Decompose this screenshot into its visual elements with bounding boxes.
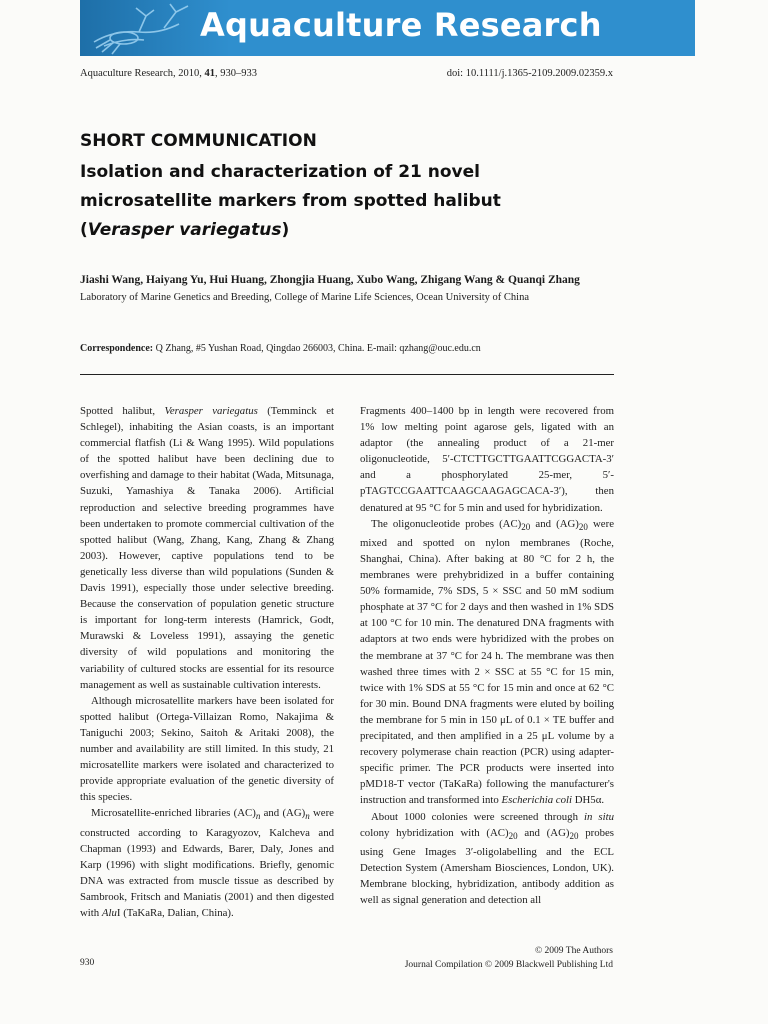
doi[interactable]: doi: 10.1111/j.1365-2109.2009.02359.x xyxy=(446,68,613,79)
paragraph: About 1000 colonies were screened through in situ colony hybridization with $(AC)_{20}$ and $(AG)_{20}$ probes using Gene Images 3′-oligolabelling and the ECL Detection System (Amersham Biosciences, London, UK). Membrane blocking, hybridization, antibody addition as well as signal generation and detection all xyxy=(360,810,615,907)
affiliation: Laboratory of Marine Genetics and Breeding, College of Marine Life Sciences, Ocean University of China xyxy=(80,292,530,303)
correspondence xyxy=(80,343,700,354)
article-title xyxy=(80,158,640,245)
divider xyxy=(80,374,614,375)
journal-banner xyxy=(80,0,695,56)
title-line: (Verasper variegatus) xyxy=(80,220,290,240)
section-label: SHORT COMMUNICATION xyxy=(80,131,317,151)
author-list: Jiashi Wang, Haiyang Yu, Hui Huang, Zhongjia Huang, Xubo Wang, Zhigang Wang & Quanqi Zhang xyxy=(80,274,580,286)
title-line: microsatellite markers from spotted halibut xyxy=(80,191,501,211)
right-column xyxy=(360,403,614,908)
copyright-authors: © 2009 The Authors xyxy=(534,946,613,956)
correspondence-label: Correspondence: xyxy=(80,343,154,354)
correspondence-text: Q Zhang, #5 Yushan Road, Qingdao 266003, China. E-mail: qzhang@ouc.edu.cn xyxy=(155,343,481,354)
journal-compilation: Journal Compilation © 2009 Blackwell Publishing Ltd xyxy=(404,960,613,970)
journal-title: Aquaculture Research xyxy=(200,6,602,44)
copyright-footer xyxy=(405,944,613,972)
paragraph: Fragments 400–1400 bp in length were recovered from 1% low melting point agarose gels, ligated with an adaptor (the annealing product of a 21-mer oligonucleotide, 5′-CTCTTGCTTGAATTCGGACTA-3′ and a phosphorylated 25-mer, 5′-pTAGTCCGAATTCAAGCAAGAGCACA-3′), then denatured at 95 °C for 5 min and used for hybridization. xyxy=(360,405,614,514)
paragraph: Microsatellite-enriched libraries $(AC)_n$ and $(AG)_n$ were constructed according to Karagyozov, Kalcheva and Chapman (1993) and Edwards, Barer, Daly, Jones and Karp (1996) with slight modifications. Briefly, genomic DNA was extracted from muscle tissue as described by Sambrook, Fritsch and Maniatis (2001) and then digested with AluI (TaKaRa, Dalian, China). xyxy=(80,807,334,920)
page-number: 930 xyxy=(80,958,95,968)
paragraph: Although microsatellite markers have been isolated for spotted halibut (Ortega-Villaizan Romo, Nakajima & Taniguchi 2003; Sekino, Saitoh & Aritaki 2008), the number and availability are still limited. In this study, 21 microsatellite markers were isolated and characterized to provide appropriate evaluation of the genetic diversity of this species. xyxy=(80,694,334,804)
paragraph: Spotted halibut, Verasper variegatus (Temminck et Schlegel), inhabiting the Asian coasts, is an important commercial flatfish (Li & Wang 1995). Wild populations of the spotted halibut have been declining due to overfishing and damage to their habitat (Wada, Mitsunaga, Suzuki, Yamashiya & Tanaka 2006). Artificial reproduction and selective breeding programmes have been undertaken to promote commercial cultivation of the spotted halibut (Wang, Zhang, Kang, Zhang & Zhang 2003). However, captive populations tend to be genetically less diverse than wild populations (Sunden & Davis 1991), especially those under selective breeding. Because the conservation of population genetic structure is important for long-term interests (Hamrick, Godt, Murawski & Loveless 1991), assaying the genetic diversity of wild populations and monitoring the variability of cultured stocks are essential for its resource management as well as sustainable cultivation interests. xyxy=(80,405,334,691)
paragraph: The oligonucleotide probes $(AC)_{20}$ and $(AG)_{20}$ were mixed and spotted on nylon membranes (Roche, Shanghai, China). After baking at 80 °C for 2 h, the membranes were prehybridized in a buffer containing 50% formamide, 7% SDS, 5 × SSC and 50 mM sodium phosphate at 37 °C for 2 days and then washed in 1% SDS at 100 °C for 10 min. The denatured DNA fragments with adaptors at two ends were hybridized with the probes on the membrane at 37 °C for 24 h. The membrane was then washed three times with 2 × SSC at 55 °C for 15 min, twice with 1% SDS at 55 °C for 15 min and once at 62 °C for 30 min. Bound DNA fragments were eluted by boiling the membrane for 5 min in 150 μL of 0.1 × TE buffer and precipitated, and then amplified in a 25 μL volume by a recovery polymerase chain reaction (PCR) using adapter-specific primer. The PCR products were inserted into pMD18-T vector (TaKaRa) following the manufacturer's instruction and transformed into Escherichia coli DH5α. xyxy=(360,517,614,807)
title-line: Isolation and characterization of 21 novel xyxy=(80,162,480,182)
citation-info: Aquaculture Research, 2010, 41, 930–933 xyxy=(80,68,257,79)
left-column xyxy=(80,403,334,921)
